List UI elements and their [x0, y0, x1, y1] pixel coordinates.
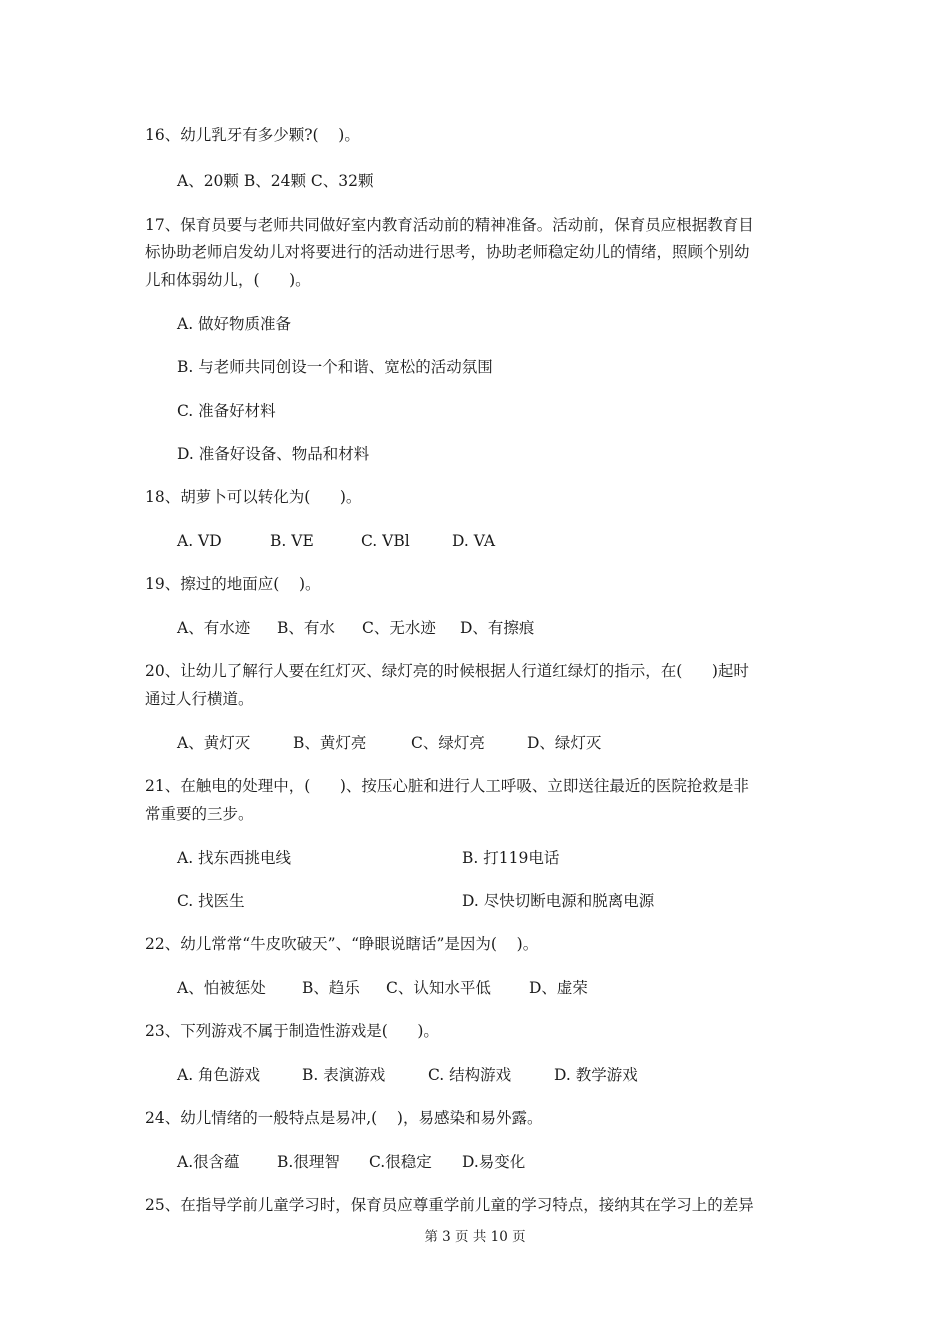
- question-19-options: [0, 618, 950, 638]
- question-23-option-b: B. 表演游戏: [302, 1066, 386, 1084]
- question-19-option-b: B、有水: [277, 619, 335, 637]
- question-22-option-b: B、趋乐: [302, 979, 360, 997]
- question-21-option-b: B. 打119电话: [462, 849, 560, 867]
- question-16-options: A、20颗 B、24颗 C、32颗: [177, 172, 374, 190]
- question-21-text-line-1: 21、在触电的处理中，( )、按压心脏和进行人工呼吸、立即送往最近的医院抢救是非: [145, 777, 749, 795]
- question-24-option-b: B.很理智: [277, 1153, 340, 1171]
- question-23-option-c: C. 结构游戏: [428, 1066, 512, 1084]
- question-23-option-d: D. 教学游戏: [554, 1066, 638, 1084]
- question-19-option-a: A、有水迹: [177, 619, 251, 637]
- question-23-options: [0, 1065, 950, 1085]
- question-18-options: [0, 531, 950, 551]
- question-20-text-line-1: 20、让幼儿了解行人要在红灯灭、绿灯亮的时候根据人行道红绿灯的指示，在( )起时: [145, 662, 749, 680]
- question-20-option-d: D、绿灯灭: [527, 734, 602, 752]
- question-17-option-d: D. 准备好设备、物品和材料: [177, 445, 370, 463]
- question-20-option-b: B、黄灯亮: [293, 734, 367, 752]
- question-19-option-c: C、无水迹: [362, 619, 436, 637]
- question-21-options-row-1: [0, 848, 950, 868]
- question-23-text: 23、下列游戏不属于制造性游戏是( )。: [145, 1022, 439, 1040]
- question-21-text-line-2: 常重要的三步。: [145, 805, 254, 823]
- question-22-options: [0, 978, 950, 998]
- question-21-option-a: A. 找东西挑电线: [177, 849, 292, 867]
- question-20-text-line-2: 通过人行横道。: [145, 690, 254, 708]
- question-25-text: 25、在指导学前儿童学习时，保育员应尊重学前儿童的学习特点，接纳其在学习上的差异: [145, 1196, 754, 1214]
- question-17-text-line-3: 儿和体弱幼儿，( )。: [145, 271, 311, 289]
- question-24-option-c: C.很稳定: [369, 1153, 432, 1171]
- question-18-option-c: C. VBl: [361, 532, 410, 550]
- question-21-option-d: D. 尽快切断电源和脱离电源: [462, 892, 655, 910]
- question-21-options-row-2: [0, 891, 950, 911]
- question-18-option-a: A. VD: [177, 532, 222, 550]
- question-24-option-a: A.很含蕴: [177, 1153, 240, 1171]
- question-18-option-b: B. VE: [270, 532, 314, 550]
- question-21-option-c: C. 找医生: [177, 892, 245, 910]
- question-24-text: 24、幼儿情绪的一般特点是易冲,( )，易感染和易外露。: [145, 1109, 543, 1127]
- question-22-option-a: A、怕被惩处: [177, 979, 266, 997]
- question-17-option-c: C. 准备好材料: [177, 402, 276, 420]
- question-24-options: [0, 1152, 950, 1172]
- question-23-option-a: A. 角色游戏: [177, 1066, 261, 1084]
- question-16-text: 16、幼儿乳牙有多少颗?( )。: [145, 126, 360, 144]
- question-20-option-c: C、绿灯亮: [411, 734, 485, 752]
- question-22-option-c: C、认知水平低: [386, 979, 491, 997]
- question-19-option-d: D、有擦痕: [460, 619, 535, 637]
- question-18-text: 18、胡萝卜可以转化为( )。: [145, 488, 362, 506]
- page-number-footer: 第 3 页 共 10 页: [424, 1229, 526, 1245]
- question-17-text-line-2: 标协助老师启发幼儿对将要进行的活动进行思考，协助老师稳定幼儿的情绪，照顾个别幼: [145, 243, 750, 261]
- question-20-options: [0, 733, 950, 753]
- question-17-text-line-1: 17、保育员要与老师共同做好室内教育活动前的精神准备。活动前，保育员应根据教育目: [145, 216, 754, 234]
- question-24-option-d: D.易变化: [462, 1153, 526, 1171]
- question-17-option-a: A. 做好物质准备: [177, 315, 292, 333]
- question-19-text: 19、擦过的地面应( )。: [145, 575, 321, 593]
- question-22-option-d: D、虚荣: [529, 979, 588, 997]
- question-20-option-a: A、黄灯灭: [177, 734, 251, 752]
- question-18-option-d: D. VA: [452, 532, 496, 550]
- question-17-option-b: B. 与老师共同创设一个和谐、宽松的活动氛围: [177, 358, 493, 376]
- question-22-text: 22、幼儿常常“牛皮吹破天”、“睁眼说瞎话”是因为( )。: [145, 935, 539, 953]
